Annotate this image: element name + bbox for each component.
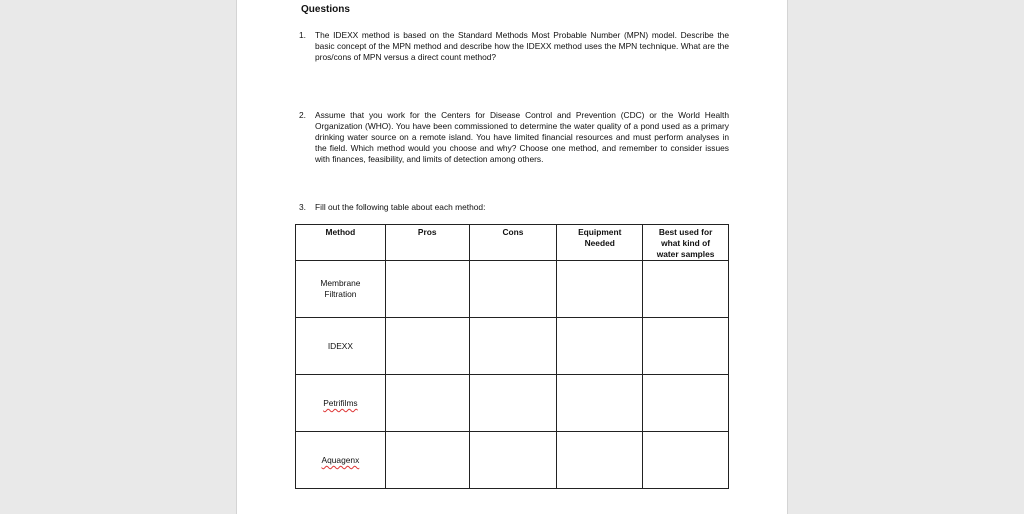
question-number: 3. <box>299 202 306 212</box>
methods-table <box>295 224 729 489</box>
header-equipment-needed: Equipment Needed <box>557 225 643 261</box>
table-row <box>296 318 729 375</box>
question-1 <box>299 30 729 63</box>
question-text: Fill out the following table about each method: <box>315 202 486 212</box>
header-pros: Pros <box>385 225 469 261</box>
equipment-cell[interactable] <box>557 318 643 375</box>
question-2 <box>299 110 729 165</box>
pros-cell[interactable] <box>385 432 469 489</box>
best-used-cell[interactable] <box>643 318 729 375</box>
best-used-cell[interactable] <box>643 261 729 318</box>
header-cons: Cons <box>469 225 557 261</box>
cons-cell[interactable] <box>469 261 557 318</box>
equipment-cell[interactable] <box>557 432 643 489</box>
header-best-used-for: Best used for what kind of water samples <box>643 225 729 261</box>
equipment-cell[interactable] <box>557 375 643 432</box>
equipment-cell[interactable] <box>557 261 643 318</box>
question-3 <box>299 202 729 213</box>
header-method: Method <box>296 225 386 261</box>
question-text: Assume that you work for the Centers for Disease Control and Prevention (CDC) or the World Health Organization (WHO). You have been commissioned to determine the water quality of a pond used as a primary drinking water source on a remote island. You have limited financial resources and must perform analyses in the field. Which method would you choose and why? Choose one method, and remember to consider issues with finances, feasibility, and limits of detection among others. <box>315 110 729 164</box>
method-cell-aquagenx: Aquagenx <box>296 432 386 489</box>
pros-cell[interactable] <box>385 375 469 432</box>
question-text: The IDEXX method is based on the Standard Methods Most Probable Number (MPN) model. Describe the basic concept of the MPN method and describe how the IDEXX method uses the MPN technique. What are the pros/cons of MPN versus a direct count method? <box>315 30 729 62</box>
table-header-row <box>296 225 729 261</box>
pros-cell[interactable] <box>385 261 469 318</box>
cons-cell[interactable] <box>469 318 557 375</box>
pros-cell[interactable] <box>385 318 469 375</box>
document-page <box>236 0 788 514</box>
best-used-cell[interactable] <box>643 432 729 489</box>
method-cell-petrifilms: Petrifilms <box>296 375 386 432</box>
cons-cell[interactable] <box>469 432 557 489</box>
table-row <box>296 261 729 318</box>
method-cell-idexx: IDEXX <box>296 318 386 375</box>
section-heading: Questions <box>301 4 350 15</box>
method-cell-membrane-filtration: Membrane Filtration <box>296 261 386 318</box>
question-number: 1. <box>299 30 306 40</box>
best-used-cell[interactable] <box>643 375 729 432</box>
question-number: 2. <box>299 110 306 120</box>
table-row <box>296 375 729 432</box>
cons-cell[interactable] <box>469 375 557 432</box>
table-row <box>296 432 729 489</box>
